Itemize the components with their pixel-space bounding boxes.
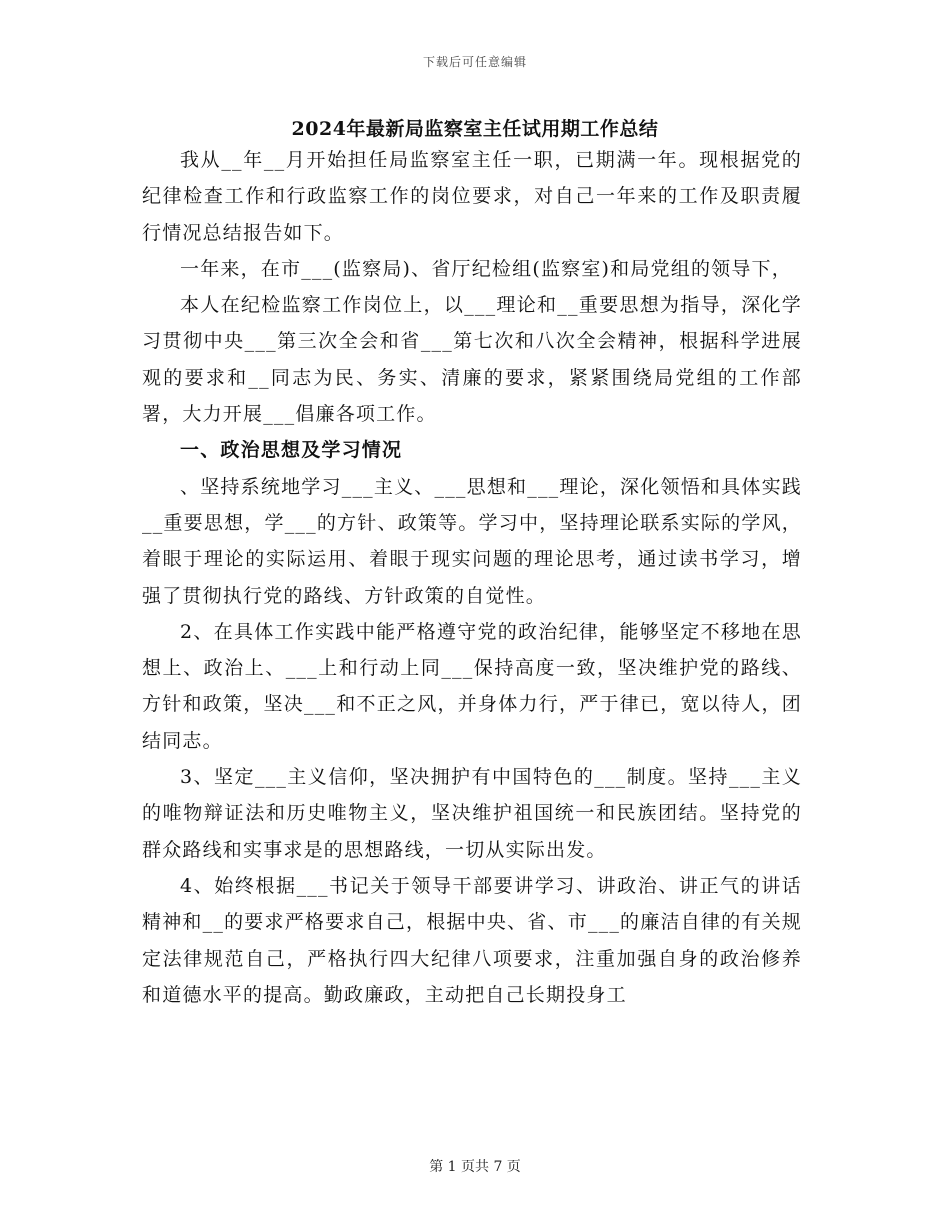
- page-number: 第 1 页共 7 页: [429, 1159, 521, 1175]
- section-heading-political-study: 一、政治思想及学习情况: [180, 439, 403, 462]
- paragraph-item-1: 、坚持系统地学习___主义、___思想和___理论，深化领悟和具体实践__重要思想，学___的方针、政策等。学习中，坚持理论联系实际的学风，着眼于理论的实际运用、着眼于现实问题的理论思考，通过读书学习，增强了贯彻执行党的路线、方针政策的自觉性。: [142, 475, 802, 607]
- document-body: [142, 142, 802, 1013]
- document-title: 2024年最新局监察室主任试用期工作总结: [291, 118, 659, 140]
- paragraph-guidance: 本人在纪检监察工作岗位上，以___理论和__重要思想为指导，深化学习贯彻中央___第三次全会和省___第七次和八次全会精神，根据科学进展观的要求和__同志为民、务实、清廉的要求，紧紧围绕局党组的工作部署，大力开展___倡廉各项工作。: [142, 294, 802, 426]
- header-note: 下载后可任意编辑: [422, 55, 527, 69]
- paragraph-item-2: 2、在具体工作实践中能严格遵守党的政治纪律，能够坚定不移地在思想上、政治上、___上和行动上同___保持高度一致，坚决维护党的路线、方针和政策，坚决___和不正之风，并身体力行，严于律已，宽以待人，团结同志。: [142, 620, 802, 752]
- paragraph-leadership: 一年来，在市___(监察局)、省厅纪检组(监察室)和局党组的领导下，: [180, 257, 792, 280]
- paragraph-item-3: 3、坚定___主义信仰，坚决拥护有中国特色的___制度。坚持___主义的唯物辩证法和历史唯物主义，坚决维护祖国统一和民族团结。坚持党的群众路线和实事求是的思想路线，一切从实际出发。: [142, 766, 802, 861]
- paragraph-intro: 我从__年__月开始担任局监察室主任一职，已期满一年。现根据党的纪律检查工作和行政监察工作的岗位要求，对自己一年来的工作及职责履行情况总结报告如下。: [142, 149, 802, 244]
- paragraph-item-4: 4、始终根据___书记关于领导干部要讲学习、讲政治、讲正气的讲话精神和__的要求严格要求自己，根据中央、省、市___的廉洁自律的有关规定法律规范自己，严格执行四大纪律八项要求，注重加强自身的政治修养和道德水平的提高。勤政廉政，主动把自己长期投身工: [142, 874, 802, 1006]
